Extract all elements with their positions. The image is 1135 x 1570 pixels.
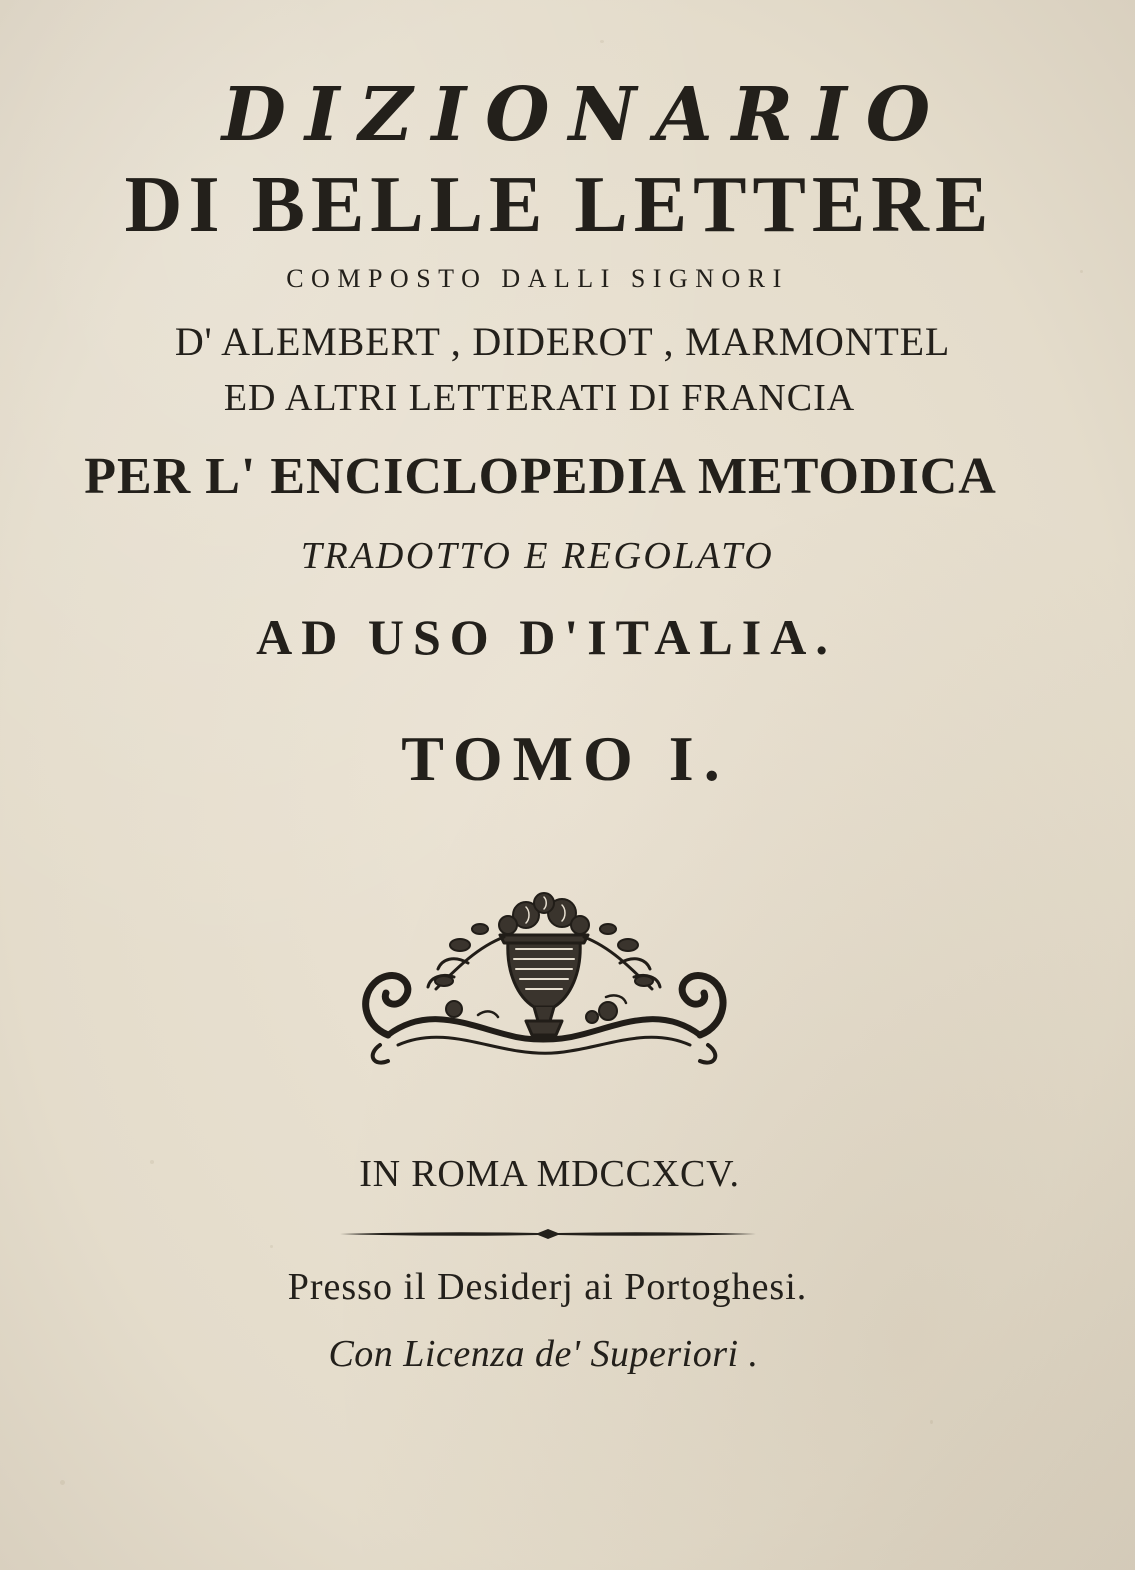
paper-speck — [60, 1480, 65, 1485]
title-line-1: DIZIONARIO — [221, 72, 950, 158]
printer-line: Presso il Desiderj ai Portoghesi. — [287, 1266, 808, 1308]
paper-speck — [270, 1245, 273, 1248]
urn-ornament-icon — [358, 885, 730, 1073]
other-authors-line: ED ALTRI LETTERATI DI FRANCIA — [223, 377, 856, 419]
place-date-line: IN ROMA MDCCXCV. — [359, 1153, 740, 1195]
composed-by-line: COMPOSTO DALLI SIGNORI — [286, 264, 789, 293]
license-line: Con Licenza de' Superiori . — [328, 1333, 759, 1375]
for-use-line: AD USO D'ITALIA. — [256, 609, 837, 665]
decorative-rule — [338, 1228, 758, 1240]
title-line-2: DI BELLE LETTERE — [124, 161, 995, 249]
paper-speck — [600, 40, 604, 43]
authors-line: D' ALEMBERT , DIDEROT , MARMONTEL — [174, 319, 951, 364]
translated-line: TRADOTTO E REGOLATO — [300, 535, 775, 577]
encyclopedia-line: PER L' ENCICLOPEDIA METODICA — [84, 448, 997, 505]
paper-speck — [930, 1420, 933, 1424]
volume-line: TOMO I. — [401, 723, 730, 794]
